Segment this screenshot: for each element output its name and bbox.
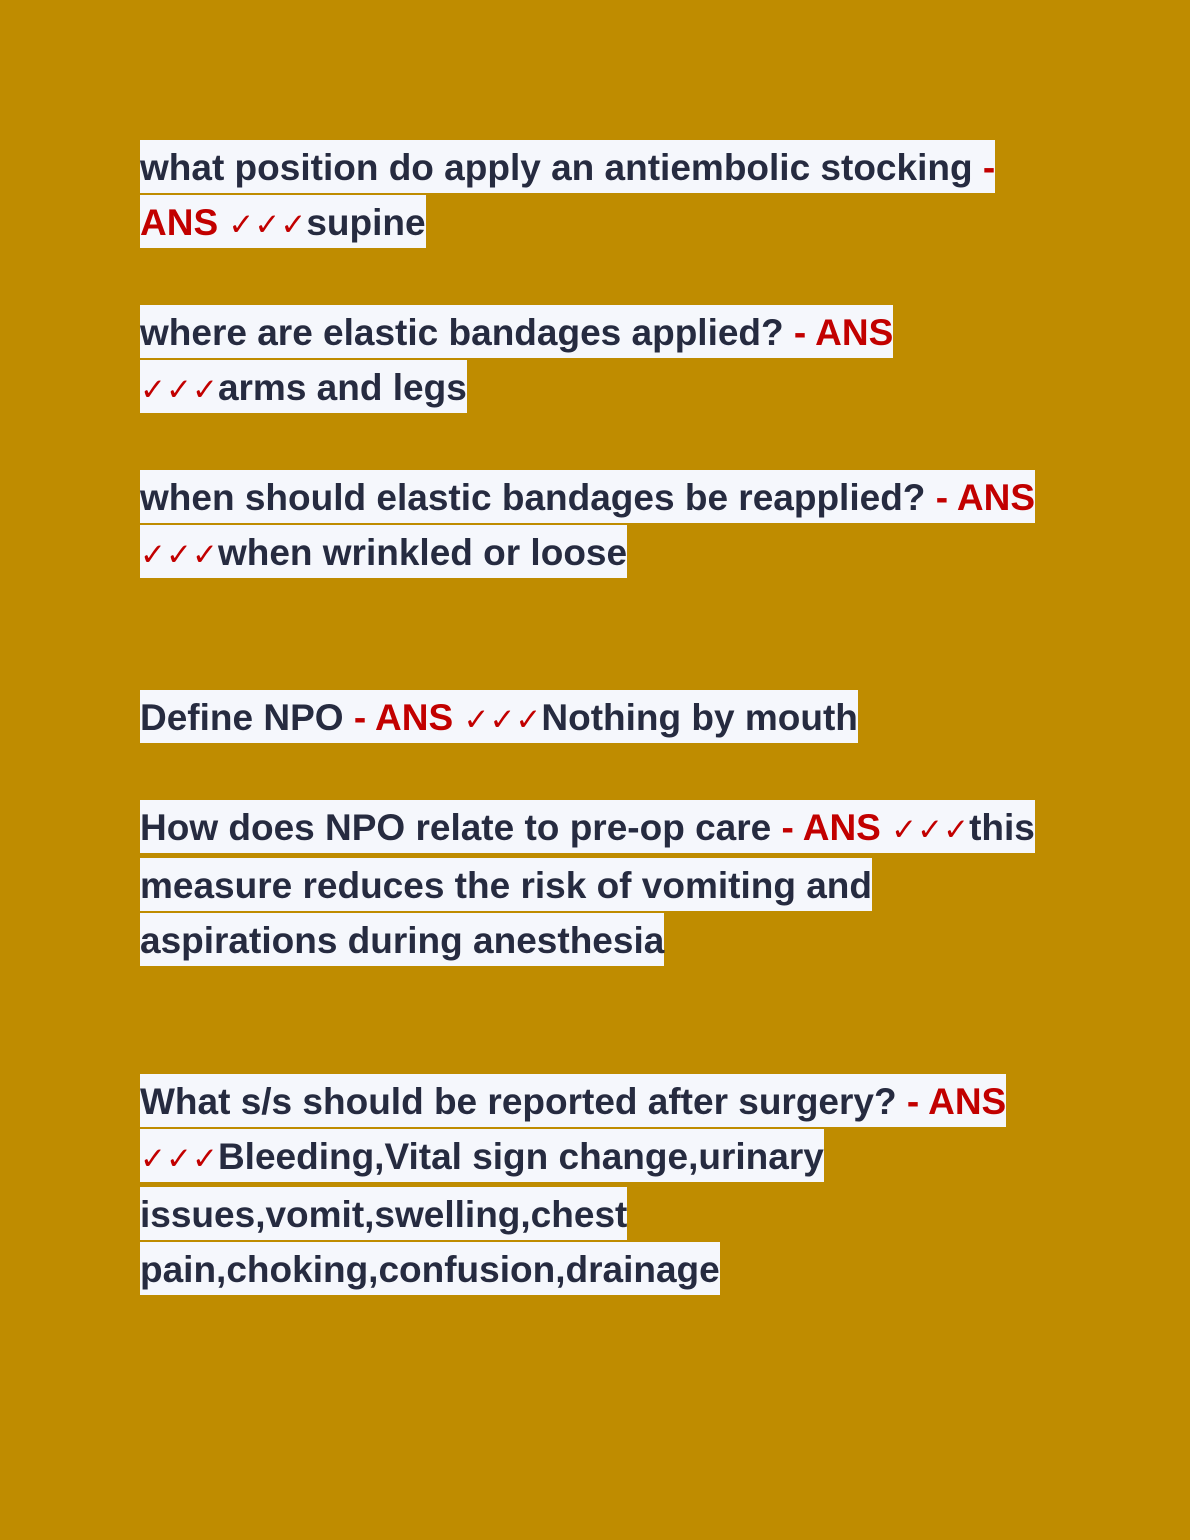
qa-highlight <box>140 470 1035 578</box>
question-text: What s/s should be reported after surgery? <box>140 1081 897 1122</box>
qa-highlight <box>140 690 858 743</box>
answer-separator: - ANS <box>935 477 1036 518</box>
qa-item <box>140 800 1050 968</box>
answer-separator: - ANS <box>781 807 881 848</box>
answer-separator: - ANS <box>140 147 996 243</box>
question-text: where are elastic bandages applied? <box>140 312 784 353</box>
check-marks-icon: ✓✓✓ <box>140 372 218 408</box>
answer-separator: - ANS <box>353 697 454 738</box>
qa-item <box>140 690 1050 748</box>
question-text: what position do apply an antiembolic stocking <box>140 147 973 188</box>
check-marks-icon: ✓✓✓ <box>140 1141 218 1177</box>
qa-highlight <box>140 800 1035 966</box>
check-marks-icon: ✓✓✓ <box>891 812 970 848</box>
qa-highlight <box>140 1074 1006 1295</box>
question-text: when should elastic bandages be reapplied? <box>140 477 926 518</box>
answer-separator: - ANS <box>793 312 894 353</box>
answer-text: Bleeding,Vital sign change,urinary issues,vomit,swelling,chest pain,choking,confusion,drainage <box>140 1136 824 1290</box>
answer-text: this measure reduces the risk of vomiting and aspirations during anesthesia <box>140 807 1035 961</box>
question-text: How does NPO relate to pre-op care <box>140 807 772 848</box>
qa-item <box>140 140 1050 253</box>
qa-item <box>140 1074 1050 1297</box>
qa-highlight <box>140 305 893 413</box>
answer-text: arms and legs <box>217 367 467 408</box>
answer-text: Nothing by mouth <box>541 697 858 738</box>
qa-item <box>140 305 1050 418</box>
answer-text: supine <box>306 202 426 243</box>
question-text: Define NPO <box>140 697 344 738</box>
answer-separator: - ANS <box>906 1081 1007 1122</box>
check-marks-icon: ✓✓✓ <box>463 702 542 738</box>
check-marks-icon: ✓✓✓ <box>140 537 218 573</box>
qa-item <box>140 470 1050 583</box>
qa-highlight <box>140 140 995 248</box>
answer-text: when wrinkled or loose <box>217 532 628 573</box>
check-marks-icon: ✓✓✓ <box>228 207 307 243</box>
